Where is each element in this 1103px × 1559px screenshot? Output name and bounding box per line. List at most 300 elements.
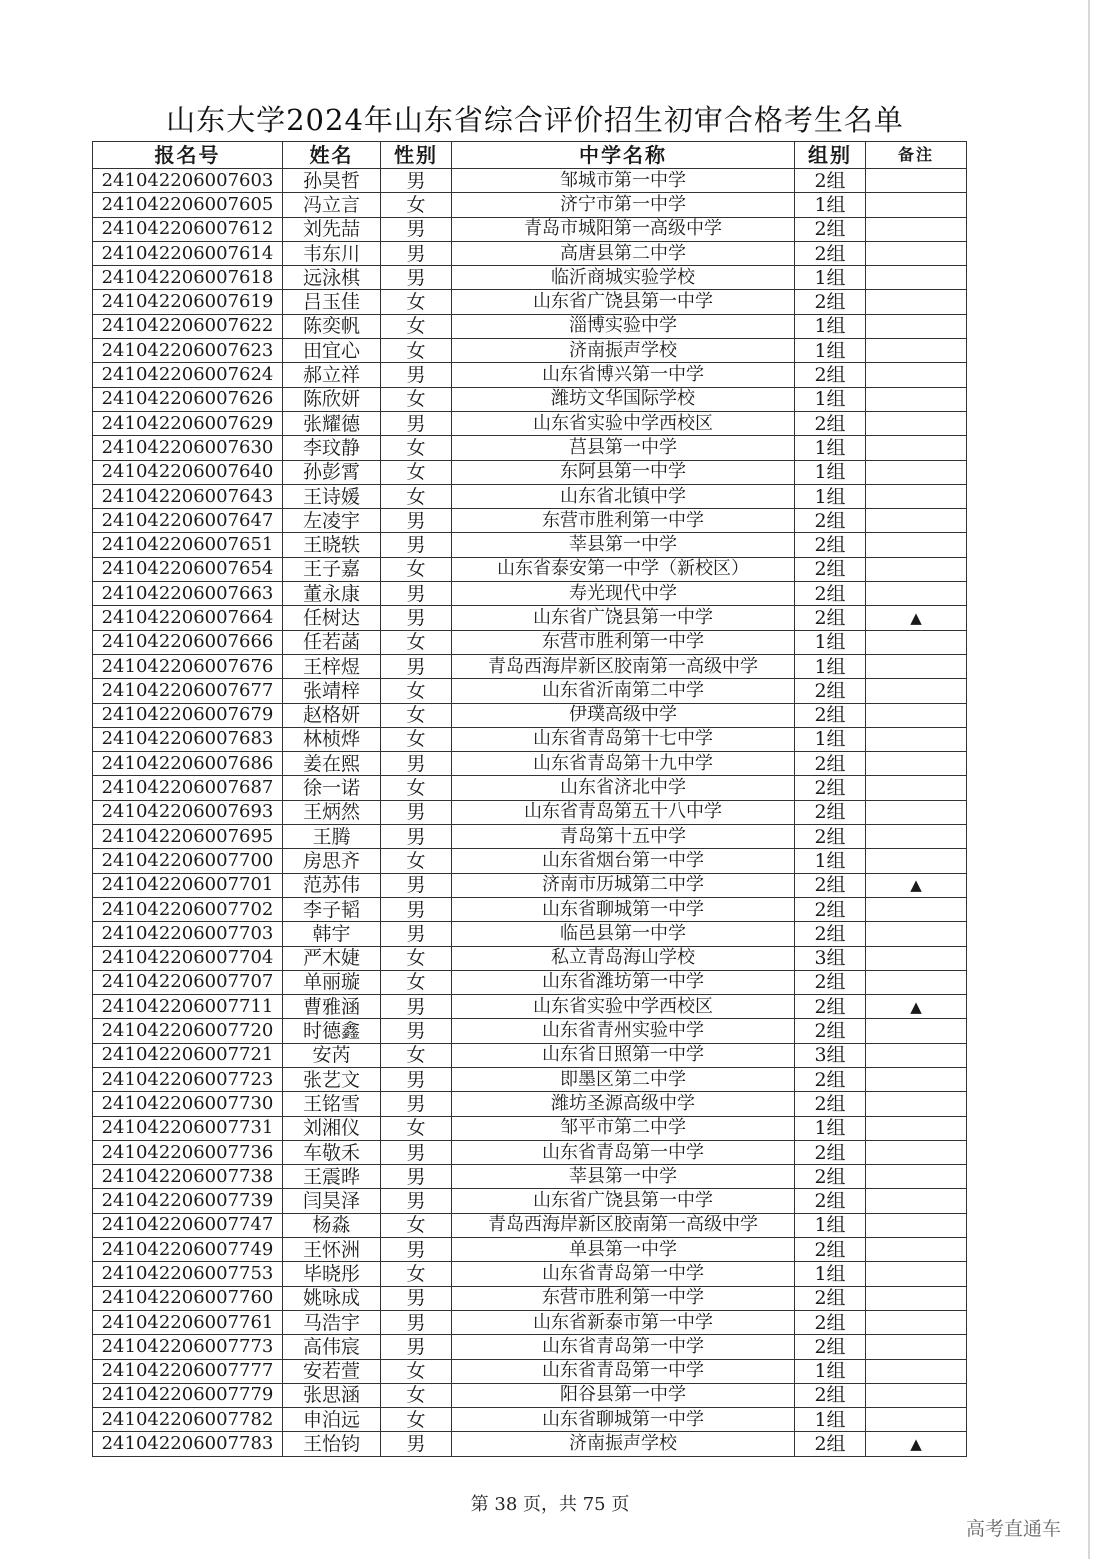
cell-name: 毕晓彤	[283, 1262, 381, 1286]
cell-registration-number: 241042206007779	[93, 1383, 283, 1407]
cell-group: 1组	[795, 193, 866, 217]
cell-name: 王子嘉	[283, 557, 381, 581]
cell-note	[866, 314, 967, 338]
table-row	[93, 1408, 967, 1432]
cell-registration-number: 241042206007614	[93, 241, 283, 265]
cell-school: 临邑县第一中学	[452, 922, 795, 946]
page-number: 第 38 页，共 75 页	[470, 1494, 630, 1515]
cell-registration-number: 241042206007605	[93, 193, 283, 217]
cell-group: 2组	[795, 582, 866, 606]
cell-registration-number: 241042206007619	[93, 290, 283, 314]
cell-group: 2组	[795, 169, 866, 193]
cell-registration-number: 241042206007647	[93, 509, 283, 533]
cell-group: 2组	[795, 533, 866, 557]
table-row	[93, 193, 967, 217]
table-row	[93, 630, 967, 654]
cell-school: 山东省聊城第一中学	[452, 1408, 795, 1432]
cell-sex: 女	[381, 339, 452, 363]
cell-name: 林桢烨	[283, 727, 381, 751]
cell-note	[866, 1335, 967, 1359]
cell-registration-number: 241042206007626	[93, 387, 283, 411]
cell-registration-number: 241042206007720	[93, 1019, 283, 1043]
cell-name: 车敬禾	[283, 1140, 381, 1164]
table-row	[93, 387, 967, 411]
cell-name: 任若菡	[283, 630, 381, 654]
table-header	[93, 142, 967, 169]
cell-sex: 男	[381, 363, 452, 387]
cell-sex: 女	[381, 1116, 452, 1140]
cell-note	[866, 1019, 967, 1043]
cell-sex: 男	[381, 873, 452, 897]
cell-registration-number: 241042206007618	[93, 266, 283, 290]
table-row	[93, 509, 967, 533]
cell-group: 1组	[795, 727, 866, 751]
cell-school: 邹平市第二中学	[452, 1116, 795, 1140]
cell-note	[866, 1286, 967, 1310]
cell-name: 任树达	[283, 606, 381, 630]
cell-school: 济南振声学校	[452, 339, 795, 363]
table-row	[93, 970, 967, 994]
cell-group: 2组	[795, 703, 866, 727]
cell-sex: 男	[381, 1335, 452, 1359]
cell-school: 山东省青岛第一中学	[452, 1359, 795, 1383]
cell-sex: 女	[381, 679, 452, 703]
table-row	[93, 1165, 967, 1189]
cell-registration-number: 241042206007738	[93, 1165, 283, 1189]
cell-registration-number: 241042206007629	[93, 411, 283, 435]
cell-sex: 男	[381, 266, 452, 290]
cell-registration-number: 241042206007695	[93, 825, 283, 849]
cell-school: 青岛第十五中学	[452, 825, 795, 849]
cell-name: 张靖梓	[283, 679, 381, 703]
cell-registration-number: 241042206007777	[93, 1359, 283, 1383]
table-row	[93, 727, 967, 751]
cell-registration-number: 241042206007723	[93, 1067, 283, 1091]
cell-group: 1组	[795, 1213, 866, 1237]
cell-name: 房思齐	[283, 849, 381, 873]
cell-school: 邹城市第一中学	[452, 169, 795, 193]
cell-name: 李玟静	[283, 436, 381, 460]
cell-registration-number: 241042206007623	[93, 339, 283, 363]
table-row	[93, 1432, 967, 1456]
cell-note	[866, 752, 967, 776]
cell-note	[866, 266, 967, 290]
cell-school: 伊璞高级中学	[452, 703, 795, 727]
cell-name: 高伟宸	[283, 1335, 381, 1359]
cell-name: 严木婕	[283, 946, 381, 970]
cell-sex: 男	[381, 509, 452, 533]
cell-registration-number: 241042206007700	[93, 849, 283, 873]
cell-school: 山东省青岛第十七中学	[452, 727, 795, 751]
cell-group: 2组	[795, 1238, 866, 1262]
cell-note	[866, 1189, 967, 1213]
cell-name: 闫昊泽	[283, 1189, 381, 1213]
cell-school: 山东省青岛第一中学	[452, 1335, 795, 1359]
table-row	[93, 922, 967, 946]
table-row	[93, 582, 967, 606]
table-row	[93, 169, 967, 193]
table-row	[93, 703, 967, 727]
cell-registration-number: 241042206007773	[93, 1335, 283, 1359]
cell-sex: 男	[381, 1165, 452, 1189]
cell-group: 2组	[795, 1140, 866, 1164]
cell-group: 1组	[795, 484, 866, 508]
cell-sex: 男	[381, 606, 452, 630]
cell-school: 单县第一中学	[452, 1238, 795, 1262]
cell-note	[866, 1043, 967, 1067]
cell-note	[866, 1140, 967, 1164]
cell-note: ▲	[866, 873, 967, 897]
cell-group: 2组	[795, 1335, 866, 1359]
cell-registration-number: 241042206007643	[93, 484, 283, 508]
table-row	[93, 1043, 967, 1067]
cell-school: 潍坊文华国际学校	[452, 387, 795, 411]
document-title: 山东大学2024年山东省综合评价招生初审合格考生名单	[166, 103, 904, 137]
cell-note	[866, 290, 967, 314]
cell-note	[866, 1383, 967, 1407]
cell-registration-number: 241042206007760	[93, 1286, 283, 1310]
cell-registration-number: 241042206007603	[93, 169, 283, 193]
cell-registration-number: 241042206007721	[93, 1043, 283, 1067]
cell-sex: 男	[381, 897, 452, 921]
cell-group: 3组	[795, 946, 866, 970]
cell-sex: 女	[381, 727, 452, 751]
cell-registration-number: 241042206007640	[93, 460, 283, 484]
cell-registration-number: 241042206007687	[93, 776, 283, 800]
cell-group: 2组	[795, 752, 866, 776]
cell-registration-number: 241042206007730	[93, 1092, 283, 1116]
cell-note	[866, 1408, 967, 1432]
cell-note	[866, 727, 967, 751]
cell-note	[866, 217, 967, 241]
cell-note	[866, 484, 967, 508]
cell-name: 范苏伟	[283, 873, 381, 897]
header-sex: 性别	[381, 142, 452, 169]
cell-registration-number: 241042206007677	[93, 679, 283, 703]
table-row	[93, 1189, 967, 1213]
cell-note: ▲	[866, 995, 967, 1019]
cell-note	[866, 800, 967, 824]
cell-note	[866, 411, 967, 435]
cell-group: 1组	[795, 460, 866, 484]
cell-registration-number: 241042206007753	[93, 1262, 283, 1286]
cell-name: 孙昊哲	[283, 169, 381, 193]
table-row	[93, 363, 967, 387]
cell-registration-number: 241042206007701	[93, 873, 283, 897]
cell-school: 济南振声学校	[452, 1432, 795, 1456]
table-row	[93, 1286, 967, 1310]
cell-school: 山东省广饶县第一中学	[452, 606, 795, 630]
header-note: 备注	[866, 142, 967, 169]
table-row	[93, 654, 967, 678]
cell-registration-number: 241042206007663	[93, 582, 283, 606]
table-row	[93, 339, 967, 363]
cell-name: 冯立言	[283, 193, 381, 217]
cell-group: 2组	[795, 970, 866, 994]
cell-sex: 女	[381, 1213, 452, 1237]
cell-school: 济宁市第一中学	[452, 193, 795, 217]
cell-group: 2组	[795, 679, 866, 703]
cell-group: 1组	[795, 339, 866, 363]
cell-sex: 男	[381, 1286, 452, 1310]
cell-name: 远泳棋	[283, 266, 381, 290]
cell-note	[866, 654, 967, 678]
cell-name: 郝立祥	[283, 363, 381, 387]
table-row	[93, 460, 967, 484]
table-row	[93, 411, 967, 435]
cell-name: 王炳然	[283, 800, 381, 824]
cell-sex: 女	[381, 193, 452, 217]
cell-school: 山东省烟台第一中学	[452, 849, 795, 873]
table-row	[93, 557, 967, 581]
table-row	[93, 436, 967, 460]
cell-name: 王怡钧	[283, 1432, 381, 1456]
cell-note	[866, 897, 967, 921]
cell-sex: 女	[381, 436, 452, 460]
cell-note	[866, 1262, 967, 1286]
cell-group: 1组	[795, 266, 866, 290]
cell-school: 山东省泰安第一中学（新校区）	[452, 557, 795, 581]
cell-registration-number: 241042206007686	[93, 752, 283, 776]
cell-sex: 女	[381, 1359, 452, 1383]
cell-name: 董永康	[283, 582, 381, 606]
cell-school: 山东省青岛第十九中学	[452, 752, 795, 776]
cell-sex: 女	[381, 387, 452, 411]
cell-name: 陈欣妍	[283, 387, 381, 411]
cell-note	[866, 169, 967, 193]
cell-sex: 男	[381, 1238, 452, 1262]
cell-group: 2组	[795, 873, 866, 897]
cell-sex: 女	[381, 1043, 452, 1067]
cell-school: 淄博实验中学	[452, 314, 795, 338]
cell-school: 山东省潍坊第一中学	[452, 970, 795, 994]
header-group: 组别	[795, 142, 866, 169]
cell-group: 2组	[795, 800, 866, 824]
cell-note	[866, 339, 967, 363]
cell-note	[866, 849, 967, 873]
cell-school: 阳谷县第一中学	[452, 1383, 795, 1407]
cell-school: 山东省北镇中学	[452, 484, 795, 508]
cell-school: 即墨区第二中学	[452, 1067, 795, 1091]
cell-school: 山东省日照第一中学	[452, 1043, 795, 1067]
cell-name: 赵格妍	[283, 703, 381, 727]
cell-group: 2组	[795, 1189, 866, 1213]
cell-school: 济南市历城第二中学	[452, 873, 795, 897]
cell-sex: 女	[381, 557, 452, 581]
cell-school: 山东省青岛第一中学	[452, 1262, 795, 1286]
table-row	[93, 776, 967, 800]
cell-sex: 女	[381, 290, 452, 314]
cell-group: 1组	[795, 1116, 866, 1140]
cell-school: 青岛市城阳第一高级中学	[452, 217, 795, 241]
cell-registration-number: 241042206007702	[93, 897, 283, 921]
cell-sex: 男	[381, 411, 452, 435]
table-row	[93, 1019, 967, 1043]
cell-school: 山东省博兴第一中学	[452, 363, 795, 387]
cell-note	[866, 363, 967, 387]
cell-name: 王诗媛	[283, 484, 381, 508]
cell-school: 青岛西海岸新区胶南第一高级中学	[452, 654, 795, 678]
table-row	[93, 1140, 967, 1164]
cell-sex: 男	[381, 800, 452, 824]
cell-registration-number: 241042206007704	[93, 946, 283, 970]
table-row	[93, 995, 967, 1019]
cell-name: 安若萱	[283, 1359, 381, 1383]
cell-note	[866, 582, 967, 606]
table-row	[93, 1213, 967, 1237]
cell-sex: 男	[381, 825, 452, 849]
cell-note	[866, 1213, 967, 1237]
cell-group: 2组	[795, 290, 866, 314]
cell-note	[866, 946, 967, 970]
cell-name: 韦东川	[283, 241, 381, 265]
cell-registration-number: 241042206007676	[93, 654, 283, 678]
cell-sex: 男	[381, 533, 452, 557]
cell-group: 1组	[795, 630, 866, 654]
cell-note: ▲	[866, 1432, 967, 1456]
cell-name: 左凌宇	[283, 509, 381, 533]
cell-name: 陈奕帆	[283, 314, 381, 338]
cell-registration-number: 241042206007693	[93, 800, 283, 824]
header-school: 中学名称	[452, 142, 795, 169]
cell-note	[866, 533, 967, 557]
cell-sex: 男	[381, 1310, 452, 1334]
table-row	[93, 217, 967, 241]
cell-sex: 男	[381, 217, 452, 241]
cell-name: 曹雅涵	[283, 995, 381, 1019]
cell-name: 姜在熙	[283, 752, 381, 776]
cell-registration-number: 241042206007749	[93, 1238, 283, 1262]
table-row	[93, 266, 967, 290]
cell-group: 1组	[795, 387, 866, 411]
cell-sex: 男	[381, 241, 452, 265]
cell-group: 2组	[795, 1067, 866, 1091]
cell-note	[866, 241, 967, 265]
table-row	[93, 484, 967, 508]
cell-note	[866, 1092, 967, 1116]
cell-registration-number: 241042206007630	[93, 436, 283, 460]
cell-school: 寿光现代中学	[452, 582, 795, 606]
cell-note	[866, 679, 967, 703]
cell-sex: 男	[381, 1189, 452, 1213]
cell-school: 高唐县第二中学	[452, 241, 795, 265]
table-row	[93, 1092, 967, 1116]
cell-registration-number: 241042206007622	[93, 314, 283, 338]
cell-name: 马浩宇	[283, 1310, 381, 1334]
cell-group: 2组	[795, 1092, 866, 1116]
cell-sex: 女	[381, 1262, 452, 1286]
cell-note	[866, 825, 967, 849]
table-row	[93, 290, 967, 314]
cell-sex: 女	[381, 460, 452, 484]
cell-group: 2组	[795, 1286, 866, 1310]
cell-name: 姚咏成	[283, 1286, 381, 1310]
cell-registration-number: 241042206007703	[93, 922, 283, 946]
cell-name: 李子韬	[283, 897, 381, 921]
cell-note	[866, 460, 967, 484]
cell-group: 1组	[795, 1408, 866, 1432]
cell-name: 张艺文	[283, 1067, 381, 1091]
table-row	[93, 800, 967, 824]
cell-sex: 男	[381, 582, 452, 606]
cell-note	[866, 387, 967, 411]
cell-name: 杨淼	[283, 1213, 381, 1237]
cell-sex: 男	[381, 995, 452, 1019]
cell-name: 王怀洲	[283, 1238, 381, 1262]
cell-sex: 男	[381, 752, 452, 776]
cell-registration-number: 241042206007666	[93, 630, 283, 654]
cell-school: 东营市胜利第一中学	[452, 630, 795, 654]
cell-registration-number: 241042206007739	[93, 1189, 283, 1213]
table-row	[93, 849, 967, 873]
cell-group: 2组	[795, 1310, 866, 1334]
cell-registration-number: 241042206007711	[93, 995, 283, 1019]
table-body	[93, 169, 967, 1457]
cell-name: 田宜心	[283, 339, 381, 363]
cell-name: 刘先喆	[283, 217, 381, 241]
cell-note: ▲	[866, 606, 967, 630]
cell-group: 2组	[795, 241, 866, 265]
table-row	[93, 533, 967, 557]
cell-school: 东营市胜利第一中学	[452, 1286, 795, 1310]
table-row	[93, 1262, 967, 1286]
cell-school: 临沂商城实验学校	[452, 266, 795, 290]
cell-sex: 男	[381, 1067, 452, 1091]
cell-name: 王梓煜	[283, 654, 381, 678]
watermark-text: 高考直通车	[966, 1518, 1062, 1540]
cell-group: 1组	[795, 314, 866, 338]
table-row	[93, 897, 967, 921]
cell-name: 王晓轶	[283, 533, 381, 557]
cell-school: 山东省聊城第一中学	[452, 897, 795, 921]
cell-sex: 女	[381, 484, 452, 508]
header-registration-number: 报名号	[93, 142, 283, 169]
cell-note	[866, 630, 967, 654]
table-row	[93, 1383, 967, 1407]
table-row	[93, 1359, 967, 1383]
cell-group: 2组	[795, 995, 866, 1019]
cell-note	[866, 1116, 967, 1140]
table-row	[93, 679, 967, 703]
cell-sex: 女	[381, 946, 452, 970]
cell-group: 1组	[795, 1359, 866, 1383]
cell-school: 东营市胜利第一中学	[452, 509, 795, 533]
cell-registration-number: 241042206007783	[93, 1432, 283, 1456]
cell-note	[866, 1310, 967, 1334]
cell-note	[866, 703, 967, 727]
cell-sex: 女	[381, 970, 452, 994]
cell-sex: 男	[381, 1092, 452, 1116]
cell-name: 刘湘仪	[283, 1116, 381, 1140]
cell-name: 王腾	[283, 825, 381, 849]
cell-name: 单丽璇	[283, 970, 381, 994]
cell-note	[866, 1238, 967, 1262]
cell-group: 2组	[795, 363, 866, 387]
table-row	[93, 606, 967, 630]
cell-note	[866, 922, 967, 946]
cell-name: 王铭雪	[283, 1092, 381, 1116]
cell-name: 张思涵	[283, 1383, 381, 1407]
cell-note	[866, 557, 967, 581]
table-row	[93, 752, 967, 776]
cell-registration-number: 241042206007654	[93, 557, 283, 581]
cell-note	[866, 1359, 967, 1383]
cell-group: 2组	[795, 1383, 866, 1407]
cell-school: 私立青岛海山学校	[452, 946, 795, 970]
cell-sex: 男	[381, 169, 452, 193]
header-name: 姓名	[283, 142, 381, 169]
cell-school: 山东省实验中学西校区	[452, 995, 795, 1019]
